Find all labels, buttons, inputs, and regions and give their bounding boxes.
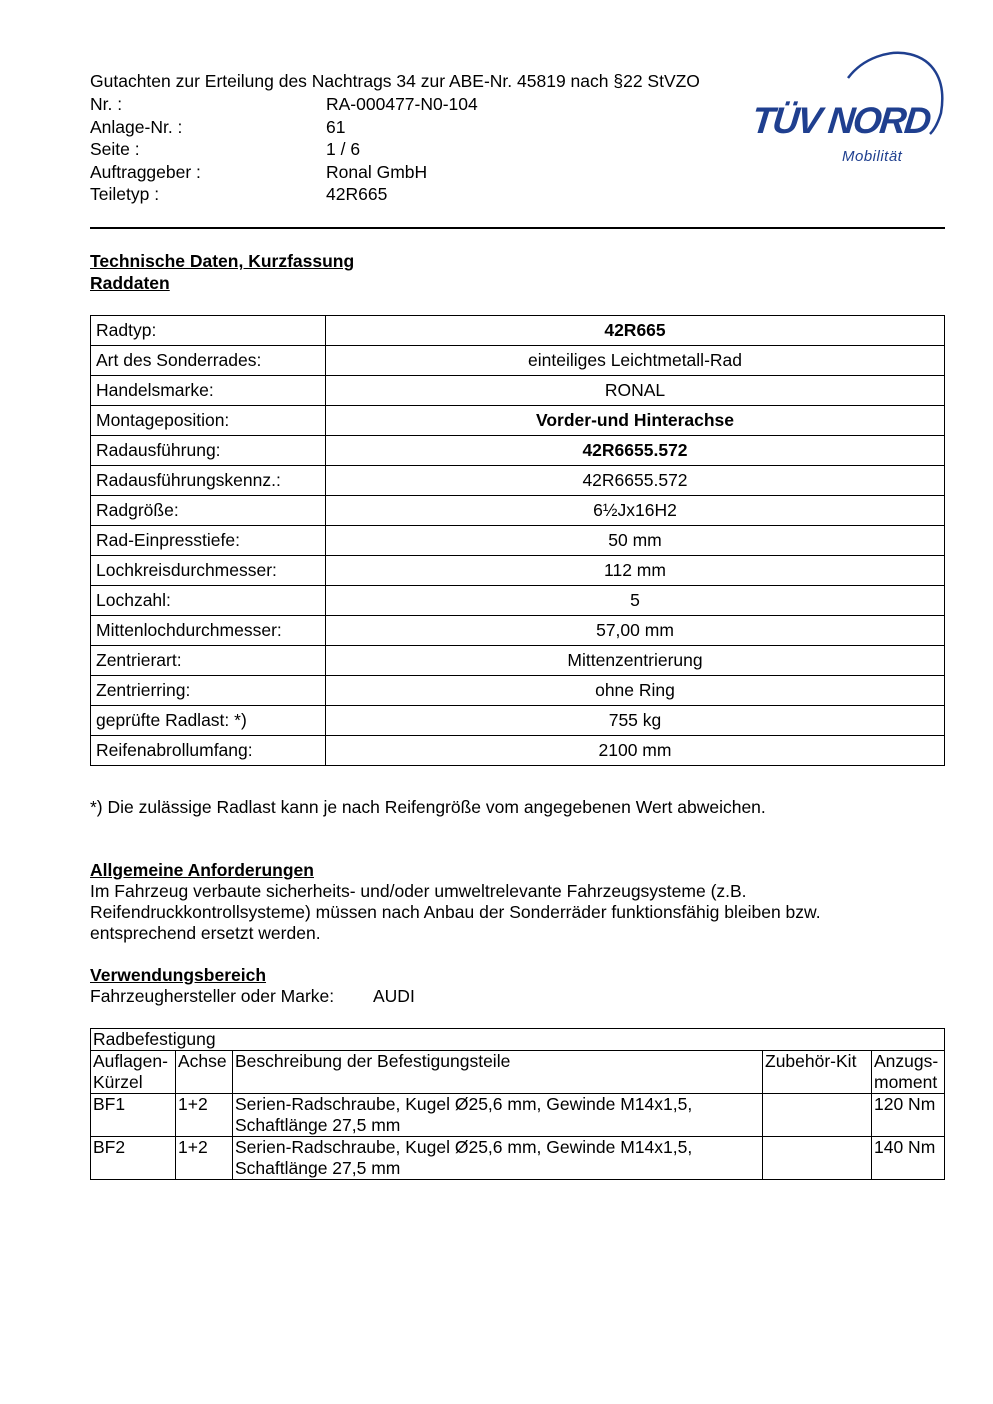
- raddaten-key: Reifenabrollumfang:: [91, 736, 326, 766]
- text-line: Serien-Radschraube, Kugel Ø25,6 mm, Gewinde M14x1,5,: [235, 1137, 693, 1157]
- cell-beschreibung: [233, 1137, 763, 1180]
- raddaten-key: Art des Sonderrades:: [91, 346, 326, 376]
- cell-moment: 140 Nm: [872, 1137, 945, 1180]
- raddaten-value: 42R6655.572: [326, 466, 945, 496]
- header-value: 42R665: [326, 184, 388, 204]
- table-row: [91, 586, 945, 616]
- befestigung-table: [90, 1028, 945, 1180]
- header-label: Teiletyp :: [90, 184, 160, 204]
- raddaten-value: 2100 mm: [326, 736, 945, 766]
- cell-kuerzel: BF2: [91, 1137, 176, 1180]
- raddaten-value: 5: [326, 586, 945, 616]
- raddaten-value: Mittenzentrierung: [326, 646, 945, 676]
- document-title: Gutachten zur Erteilung des Nachtrags 34 zur ABE-Nr. 45819 nach §22 StVZO: [90, 71, 700, 91]
- raddaten-value: Vorder-und Hinterachse: [326, 406, 945, 436]
- raddaten-key: Lochzahl:: [91, 586, 326, 616]
- verwendung-value: AUDI: [373, 986, 415, 1006]
- header-label: Nr. :: [90, 94, 123, 114]
- section-subtitle: Raddaten: [90, 273, 170, 293]
- raddaten-key: geprüfte Radlast: *): [91, 706, 326, 736]
- table-row: [91, 316, 945, 346]
- header-cell: [763, 1051, 872, 1094]
- table-row: [91, 496, 945, 526]
- raddaten-key: Radtyp:: [91, 316, 326, 346]
- header-row-auftraggeber: [90, 161, 428, 184]
- raddaten-key: Montageposition:: [91, 406, 326, 436]
- table-row: [91, 616, 945, 646]
- cell-achse: 1+2: [176, 1094, 233, 1137]
- raddaten-key: Lochkreisdurchmesser:: [91, 556, 326, 586]
- allgemein-title: Allgemeine Anforderungen: [90, 860, 314, 880]
- befestigung-header-row: [91, 1051, 945, 1094]
- table-row: [91, 556, 945, 586]
- raddaten-key: Radausführungskennz.:: [91, 466, 326, 496]
- text-line: Reifendruckkontrollsysteme) müssen nach Anbau der Sonderräder funktionsfähig bleiben bzw.: [90, 902, 821, 922]
- befestigung-title: Radbefestigung: [91, 1029, 945, 1051]
- raddaten-value: einteiliges Leichtmetall-Rad: [326, 346, 945, 376]
- header-text: Anzugs-: [874, 1051, 939, 1071]
- table-row: [91, 466, 945, 496]
- header-row-seite: [90, 138, 361, 161]
- header-label: Auftraggeber :: [90, 162, 201, 182]
- raddaten-value: RONAL: [326, 376, 945, 406]
- text-line: Im Fahrzeug verbaute sicherheits- und/oder umweltrelevante Fahrzeugsysteme (z.B.: [90, 881, 747, 901]
- raddaten-value: 42R6655.572: [326, 436, 945, 466]
- table-row: [91, 436, 945, 466]
- cell-beschreibung: [233, 1094, 763, 1137]
- section-title: Technische Daten, Kurzfassung: [90, 251, 355, 271]
- header-text: Auflagen-: [93, 1051, 168, 1071]
- header-value: 61: [326, 117, 346, 137]
- raddaten-key: Zentrierring:: [91, 676, 326, 706]
- table-row: [91, 1094, 945, 1137]
- table-row: [91, 376, 945, 406]
- header-text: Beschreibung der Befestigungsteile: [235, 1051, 511, 1071]
- header-row-teiletyp: [90, 183, 388, 206]
- header-text: Zubehör-Kit: [765, 1051, 857, 1071]
- table-row: [91, 526, 945, 556]
- cell-achse: 1+2: [176, 1137, 233, 1180]
- verwendung-label: Fahrzeughersteller oder Marke:: [90, 986, 335, 1006]
- header-value: Ronal GmbH: [326, 162, 428, 182]
- header-cell: [872, 1051, 945, 1094]
- header-row-anlage: [90, 116, 346, 139]
- table-row: [91, 406, 945, 436]
- text-line: Schaftlänge 27,5 mm: [235, 1158, 401, 1178]
- cell-kit: [763, 1137, 872, 1180]
- footnote: *) Die zulässige Radlast kann je nach Reifengröße vom angegebenen Wert abweichen.: [90, 797, 766, 817]
- raddaten-key: Rad-Einpresstiefe:: [91, 526, 326, 556]
- raddaten-value: 6½Jx16H2: [326, 496, 945, 526]
- header-value: RA-000477-N0-104: [326, 94, 478, 114]
- raddaten-value: 112 mm: [326, 556, 945, 586]
- table-row: [91, 1137, 945, 1180]
- text-line: Serien-Radschraube, Kugel Ø25,6 mm, Gewinde M14x1,5,: [235, 1094, 693, 1114]
- header-cell: [176, 1051, 233, 1094]
- cell-kit: [763, 1094, 872, 1137]
- table-row: [91, 346, 945, 376]
- raddaten-key: Mittenlochdurchmesser:: [91, 616, 326, 646]
- raddaten-key: Handelsmarke:: [91, 376, 326, 406]
- table-row: [91, 676, 945, 706]
- raddaten-value: ohne Ring: [326, 676, 945, 706]
- raddaten-value: 50 mm: [326, 526, 945, 556]
- text-line: entsprechend ersetzt werden.: [90, 923, 321, 943]
- raddaten-key: Zentrierart:: [91, 646, 326, 676]
- cell-moment: 120 Nm: [872, 1094, 945, 1137]
- raddaten-value: 755 kg: [326, 706, 945, 736]
- header-text: Achse: [178, 1051, 227, 1071]
- header-label: Anlage-Nr. :: [90, 117, 183, 137]
- tuv-nord-logo: [748, 48, 948, 170]
- raddaten-table: [90, 315, 945, 766]
- allgemein-text: [90, 881, 950, 944]
- logo-wordmark: TÜV NORD: [749, 100, 932, 141]
- table-row: [91, 706, 945, 736]
- raddaten-key: Radausführung:: [91, 436, 326, 466]
- raddaten-key: Radgröße:: [91, 496, 326, 526]
- header-text: Kürzel: [93, 1072, 143, 1092]
- header-row-nr: [90, 93, 478, 116]
- logo-subtitle: Mobilität: [842, 148, 903, 165]
- header-divider: [90, 227, 945, 229]
- table-row: [91, 736, 945, 766]
- table-row: [91, 646, 945, 676]
- raddaten-value: 42R665: [326, 316, 945, 346]
- cell-kuerzel: BF1: [91, 1094, 176, 1137]
- header-cell: [233, 1051, 763, 1094]
- raddaten-value: 57,00 mm: [326, 616, 945, 646]
- header-text: moment: [874, 1072, 938, 1092]
- header-label: Seite :: [90, 139, 140, 159]
- verwendung-row: [90, 986, 415, 1007]
- text-line: Schaftlänge 27,5 mm: [235, 1115, 401, 1135]
- header-value: 1 / 6: [326, 139, 361, 159]
- header-cell: [91, 1051, 176, 1094]
- verwendung-title: Verwendungsbereich: [90, 965, 267, 985]
